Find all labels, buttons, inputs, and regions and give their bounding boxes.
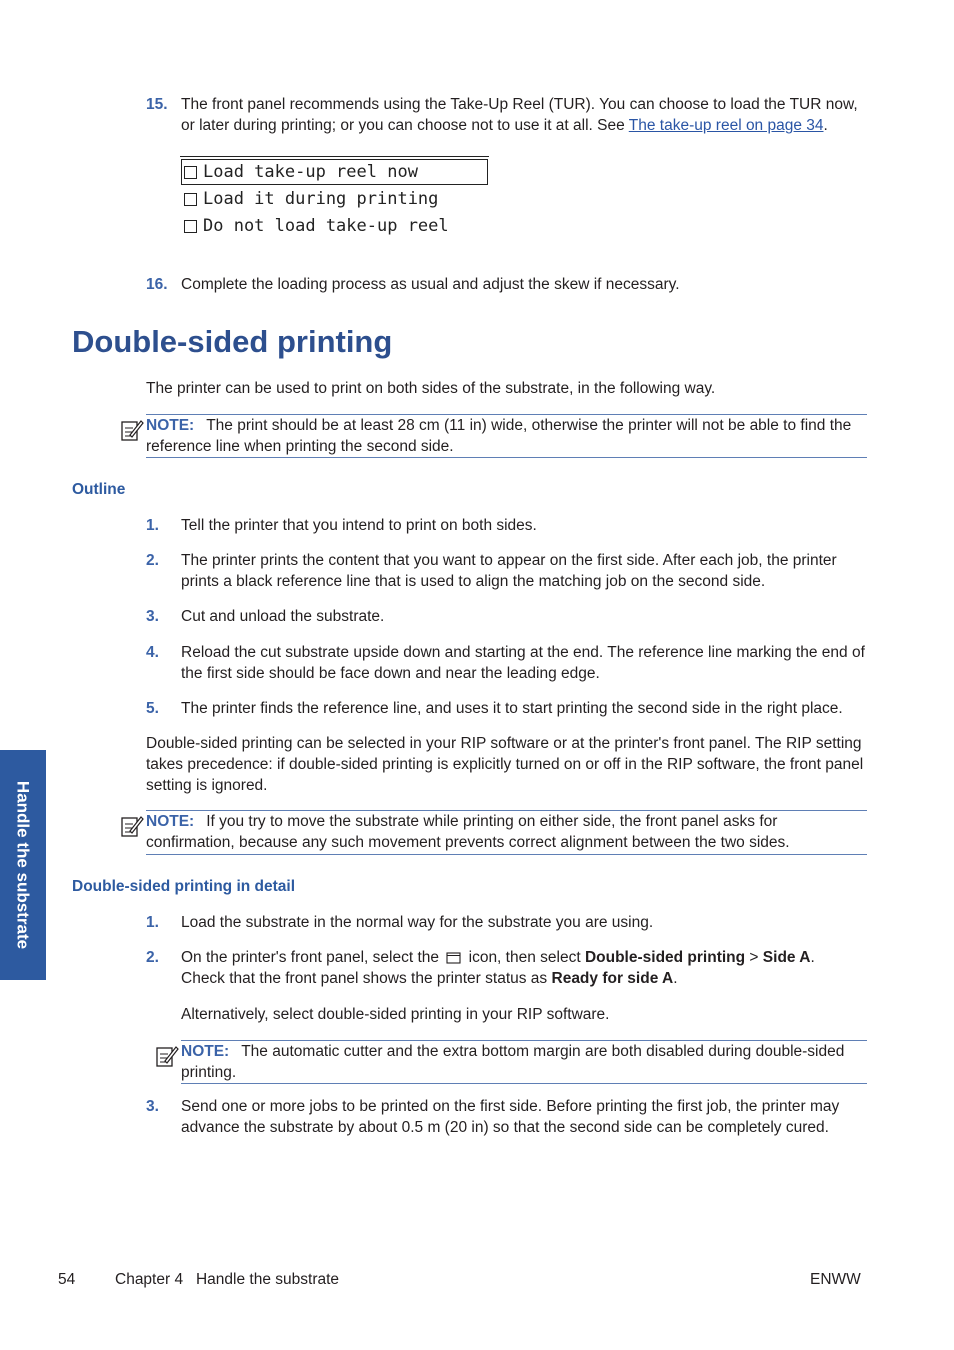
step-text: Load the substrate in the normal way for the substrate you are using. [181,914,654,931]
step-number: 3. [146,608,159,625]
step-number: 3. [146,1098,159,1115]
step-subtext: Alternatively, select double-sided printing in your RIP software. [181,1006,610,1023]
chapter-side-tab-label: Handle the substrate [13,780,33,950]
step-text: The printer prints the content that you want to appear on the first side. After each job, the printer prints a black reference line that is used to align the matching job on the second side. [181,552,837,590]
step-text: Send one or more jobs to be printed on the first side. Before printing the first job, the printer may advance the substrate by about 0.5 m (20 in) so that the second side can be completely cured. [181,1098,840,1136]
step-text: The printer finds the reference line, and uses it to start printing the second side in the right place. [181,700,843,717]
front-panel-display [180,156,490,240]
note-box: NOTE: If you try to move the substrate while printing on either side, the front panel asks for confirmation, because any such movement prevents correct alignment between the two sides. [146,810,867,855]
note-label: NOTE: [146,417,195,434]
outline-heading: Outline [72,481,126,498]
step-number: 5. [146,700,159,717]
checkbox-icon [184,166,197,179]
note-icon [120,418,144,442]
section-heading: Double-sided printing [72,324,393,359]
step-number: 16. [146,276,168,293]
step-number: 4. [146,644,159,661]
step-number: 2. [146,552,159,569]
panel-divider [180,156,489,157]
step-text: Reload the cut substrate upside down and starting at the end. The reference line marking the end of the first side should be face down and near the leading edge. [181,644,865,682]
note-icon [120,814,144,838]
chapter-label: Chapter 4 Handle the substrate [115,1271,340,1288]
step-number: 1. [146,914,159,931]
step-text: Complete the loading process as usual and adjust the skew if necessary. [181,276,680,293]
panel-option[interactable]: Load it during printing [180,186,438,212]
step-text: Tell the printer that you intend to print on both sides. [181,517,537,534]
step-text: On the printer's front panel, select the icon, then select Double-sided printing > Side A. Check that the front panel shows the printer status as Ready for side A. [181,949,815,987]
note-label: NOTE: [181,1043,230,1060]
panel-option[interactable]: Load take-up reel now [180,159,418,185]
page-number: 54 [58,1271,76,1288]
detail-heading: Double-sided printing in detail [72,878,296,895]
panel-option[interactable]: Do not load take-up reel [180,213,449,239]
note-label: NOTE: [146,813,195,830]
substrate-icon [446,949,461,962]
note-box: NOTE: The print should be at least 28 cm (11 in) wide, otherwise the printer will not be able to find the reference line when printing the second side. [146,414,867,458]
checkbox-icon [184,220,197,233]
take-up-reel-link[interactable]: The take-up reel on page 34 [628,117,824,134]
chapter-side-tab [0,750,46,980]
note-box: NOTE: The automatic cutter and the extra bottom margin are both disabled during double-sided printing. [181,1040,867,1084]
checkbox-icon [184,193,197,206]
footer-right-label: ENWW [810,1271,861,1288]
rip-paragraph: Double-sided printing can be selected in your RIP software or at the printer's front panel. The RIP setting takes precedence: if double-sided printing is explicitly turned on or off in the RIP software, the front panel setting is ignored. [146,735,864,794]
note-icon [155,1044,179,1068]
step-number: 1. [146,517,159,534]
step-number: 2. [146,949,159,966]
step-number: 15. [146,96,168,113]
step-text: Cut and unload the substrate. [181,608,385,625]
step-text: The front panel recommends using the Take-Up Reel (TUR). You can choose to load the TUR now, or later during printing; or you can choose not to use it at all. See The take-up reel on page 34. [181,96,858,134]
intro-paragraph: The printer can be used to print on both sides of the substrate, in the following way. [146,380,716,397]
